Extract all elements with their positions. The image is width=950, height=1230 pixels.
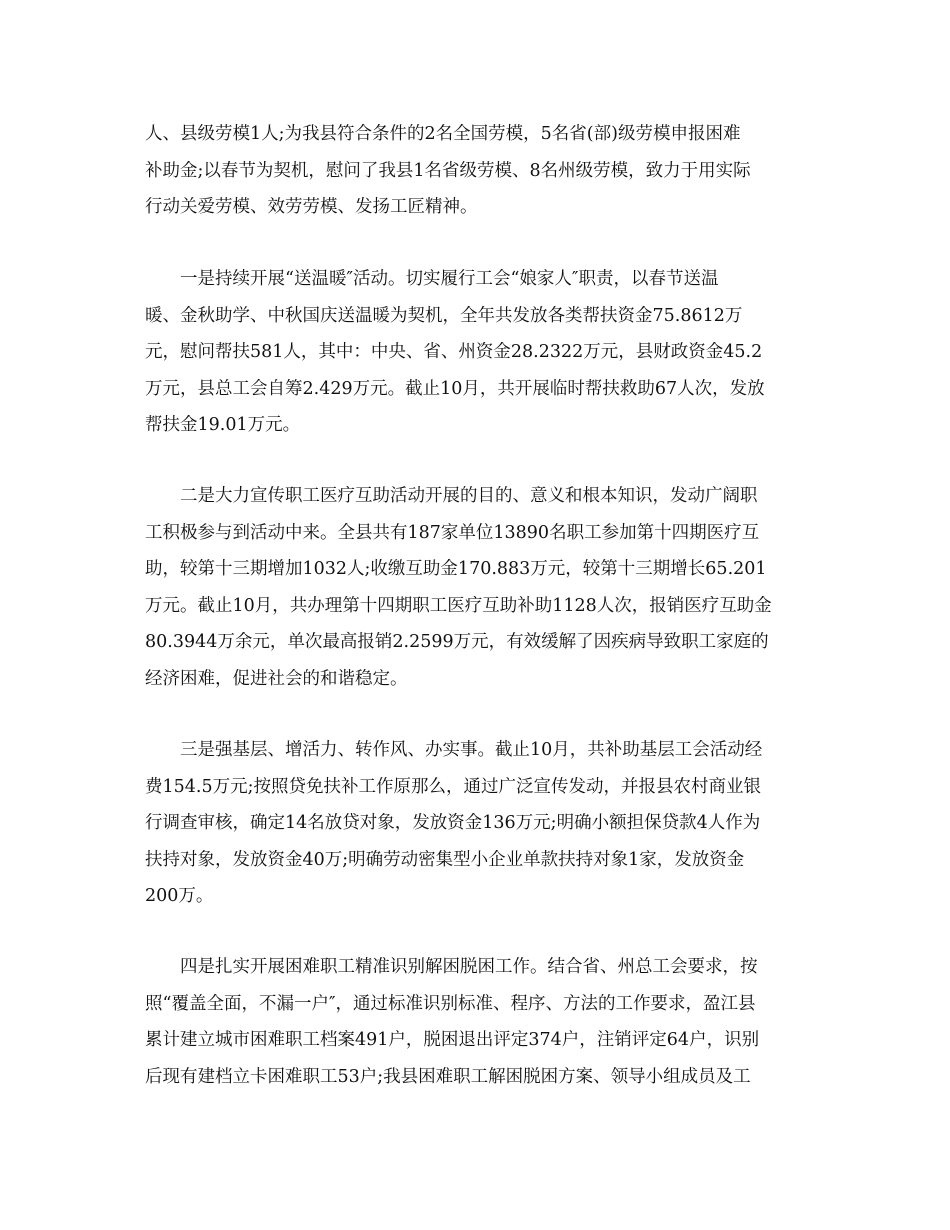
text-line: 80.3944万余元，单次最高报销2.2599万元，有效缓解了因疾病导致职工家庭的	[145, 632, 769, 652]
text-line: 元，慰问帮扶581人，其中：中央、省、州资金28.2322万元，县财政资金45.2	[145, 342, 763, 362]
text-line: 工积极参与到活动中来。全县共有187家单位13890名职工参加第十四期医疗互	[145, 522, 760, 543]
text-line: 200万。	[145, 886, 214, 906]
paragraph-point-three	[145, 732, 810, 915]
text-line: 暖、金秋助学、中秋国庆送温暖为契机，全年共发放各类帮扶资金75.8612万	[145, 305, 743, 326]
text-line: 三是强基层、增活力、转作风、办实事。截止10月，共补助基层工会活动经	[180, 740, 763, 760]
text-line: 照“覆盖全面，不漏一户″，通过标准识别标准、程序、方法的工作要求，盈江县	[145, 993, 756, 1014]
text-line: 帮扶金19.01万元。	[145, 415, 301, 435]
paragraph-point-four	[145, 949, 810, 1095]
text-line: 万元。截止10月，共办理第十四期职工医疗互助补助1128人次，报销医疗互助金	[145, 595, 772, 616]
text-line: 助，较第十三期增加1032人;收缴互助金170.883万元，较第十三期增长65.201	[145, 559, 767, 579]
paragraph-point-two	[145, 478, 810, 697]
paragraph-intro-continuation	[145, 116, 810, 226]
text-line: 费154.5万元;按照贷免扶补工作原那么，通过广泛宣传发动，并报县农村商业银	[145, 776, 761, 797]
text-line: 二是大力宣传职工医疗互助活动开展的目的、意义和根本知识，发动广阔职	[180, 486, 758, 506]
text-line: 扶持对象，发放资金40万;明确劳动密集型小企业单款扶持对象1家，发放资金	[145, 849, 745, 870]
text-line: 万元，县总工会自筹2.429万元。截止10月，共开展临时帮扶救助67人次，发放	[145, 378, 765, 399]
text-line: 后现有建档立卡困难职工53户;我县困难职工解困脱困方案、领导小组成员及工	[145, 1066, 751, 1087]
text-line: 行动关爱劳模、效劳劳模、发扬工匠精神。	[145, 197, 478, 217]
text-line: 一是持续开展“送温暖″活动。切实履行工会“娘家人″职责，以春节送温	[180, 269, 719, 289]
text-line: 行调查审核，确定14名放贷对象，发放资金136万元;明确小额担保贷款4人作为	[145, 813, 761, 833]
paragraph-point-one	[145, 261, 810, 444]
text-line: 经济困难，促进社会的和谐稳定。	[145, 668, 408, 689]
text-line: 四是扎实开展困难职工精准识别解困脱困工作。结合省、州总工会要求，按	[180, 957, 758, 977]
text-line: 累计建立城市困难职工档案491户，脱困退出评定374户，注销评定64户，识别	[145, 1030, 760, 1050]
text-line: 人、县级劳模1人;为我县符合条件的2名全国劳模，5名省(部)级劳模申报困难	[145, 124, 741, 144]
text-line: 补助金;以春节为契机，慰问了我县1名省级劳模、8名州级劳模，致力于用实际	[145, 160, 751, 181]
